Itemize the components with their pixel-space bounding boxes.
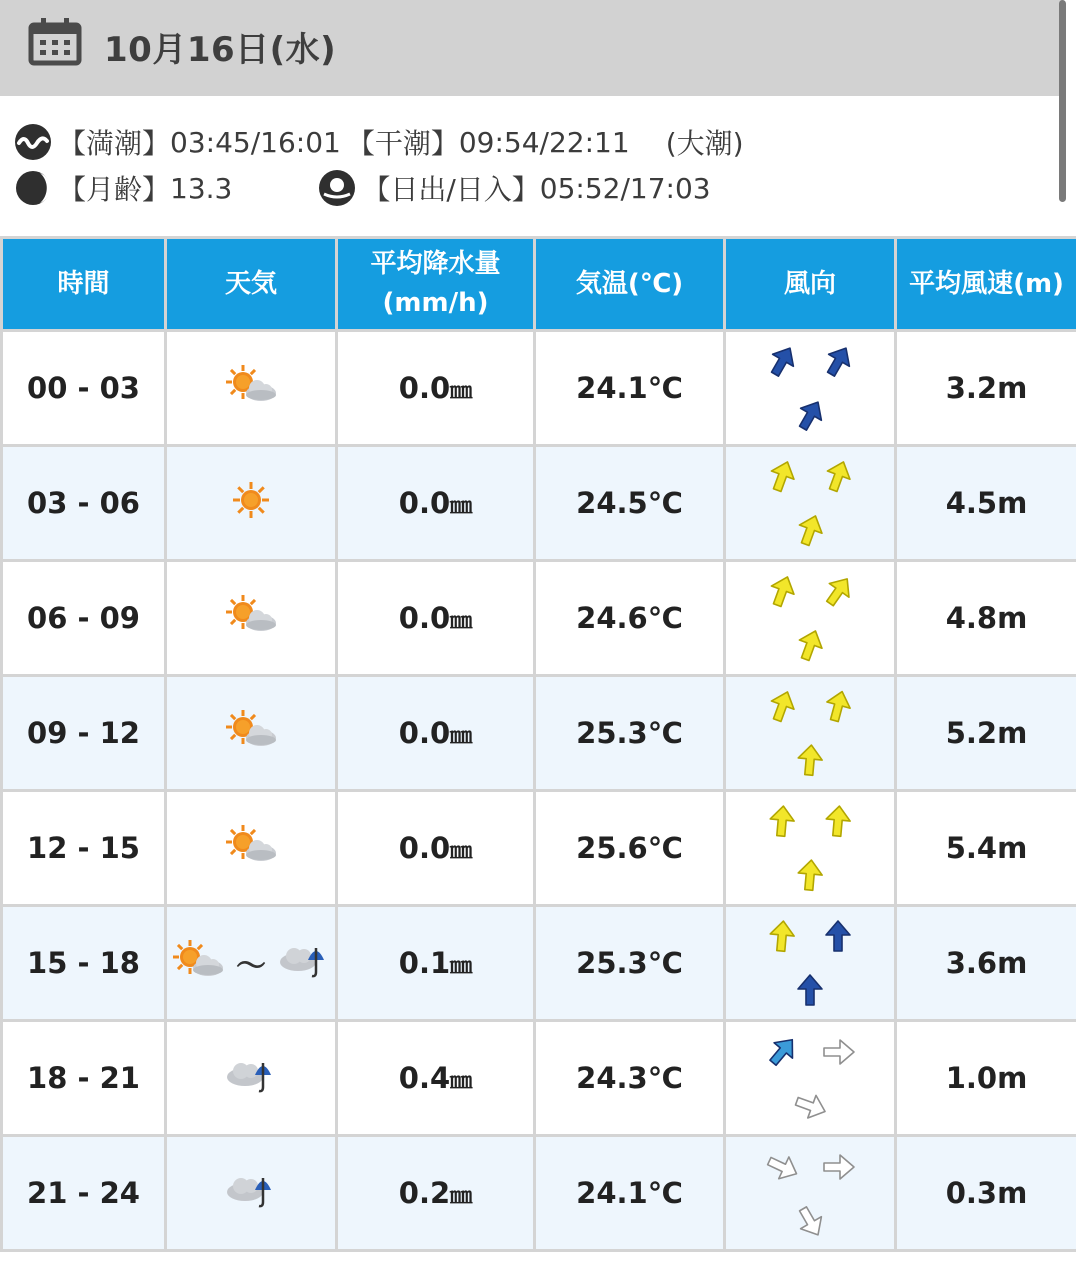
cell-time: 15 - 18	[2, 906, 166, 1021]
cell-wind-dir	[725, 1136, 896, 1251]
cell-weather	[166, 1136, 337, 1251]
cell-wind-speed: 4.8m	[896, 561, 1076, 676]
precip-unit: ㎜	[450, 1069, 473, 1094]
cell-precip	[337, 446, 535, 561]
table-row	[2, 446, 1076, 561]
cell-temp: 25.3℃	[535, 676, 725, 791]
wind-direction-icons	[754, 334, 866, 442]
precip-value: 0.4	[398, 1061, 451, 1095]
cell-time: 09 - 12	[2, 676, 166, 791]
cell-time: 12 - 15	[2, 791, 166, 906]
table-row	[2, 676, 1076, 791]
cell-time: 06 - 09	[2, 561, 166, 676]
precip-unit: ㎜	[450, 494, 473, 519]
sun-cloud-icon	[223, 823, 279, 874]
table-row	[2, 1021, 1076, 1136]
tide-icon	[14, 123, 52, 161]
cell-temp: 24.1℃	[535, 1136, 725, 1251]
wind-arrow-icon	[821, 342, 857, 380]
cell-wind-speed: 3.2m	[896, 331, 1076, 446]
precip-value: 0.0	[398, 371, 451, 405]
low-tide-times: 09:54/22:11	[458, 125, 630, 159]
cell-temp: 24.1℃	[535, 331, 725, 446]
header-precip-line1: 平均降水量	[370, 249, 501, 279]
wind-arrow-icon	[822, 458, 855, 494]
wind-arrow-icon	[823, 688, 854, 723]
header-time: 時間	[2, 238, 166, 331]
wind-arrow-icon	[820, 572, 857, 610]
high-tide-times: 03:45/16:01	[170, 125, 341, 159]
cell-wind-speed: 0.3m	[896, 1136, 1076, 1251]
wind-arrow-icon	[764, 1032, 802, 1070]
cell-weather	[166, 906, 337, 1021]
cell-precip	[337, 676, 535, 791]
cell-weather	[166, 791, 337, 906]
moon-icon	[14, 169, 52, 207]
cell-precip	[337, 1021, 535, 1136]
header-temp: 気温(℃)	[535, 238, 725, 331]
header-wind-dir: 風向	[725, 238, 896, 331]
precip-unit: ㎜	[450, 724, 473, 749]
precip-unit: ㎜	[450, 609, 473, 634]
wind-arrow-icon	[765, 342, 801, 380]
cell-time: 21 - 24	[2, 1136, 166, 1251]
table-row	[2, 906, 1076, 1021]
wind-arrow-icon	[824, 1155, 854, 1179]
cell-wind-dir	[725, 446, 896, 561]
cell-wind-dir	[725, 676, 896, 791]
table-row	[2, 791, 1076, 906]
wind-arrow-icon	[769, 920, 796, 952]
cell-wind-dir	[725, 1021, 896, 1136]
wind-arrow-icon	[793, 1203, 829, 1241]
cell-precip	[337, 791, 535, 906]
precip-value: 0.1	[398, 946, 451, 980]
wind-arrow-icon	[797, 859, 824, 891]
cell-weather	[166, 331, 337, 446]
cell-wind-dir	[725, 791, 896, 906]
cell-temp: 24.6℃	[535, 561, 725, 676]
tide-type: (大潮)	[665, 127, 744, 160]
cell-wind-dir	[725, 561, 896, 676]
forecast-table	[0, 236, 1076, 1252]
cell-time: 18 - 21	[2, 1021, 166, 1136]
cell-time: 00 - 03	[2, 331, 166, 446]
wind-arrow-icon	[824, 1040, 854, 1064]
cell-precip	[337, 331, 535, 446]
precip-value: 0.0	[398, 486, 451, 520]
sunrise-icon	[318, 169, 356, 207]
wind-arrow-icon	[825, 805, 852, 837]
wind-arrow-icon	[798, 975, 822, 1005]
wind-arrow-icon	[793, 396, 829, 434]
cell-time: 03 - 06	[2, 446, 166, 561]
high-tide-label: 【満潮】	[58, 127, 171, 160]
wind-arrow-icon	[766, 458, 799, 494]
sun-label: 【日出/日入】	[362, 173, 540, 206]
table-row	[2, 331, 1076, 446]
rain-cloud-icon	[276, 938, 332, 989]
header-precip-line2: (mm/h)	[382, 288, 489, 318]
wind-arrow-icon	[794, 512, 827, 548]
cell-temp: 25.6℃	[535, 791, 725, 906]
weather-transition: ～	[236, 949, 266, 984]
cell-wind-speed: 1.0m	[896, 1021, 1076, 1136]
precip-unit: ㎜	[450, 954, 473, 979]
table-header-row	[2, 238, 1076, 331]
cell-weather	[166, 676, 337, 791]
wind-arrow-icon	[769, 805, 796, 837]
cell-wind-dir	[725, 906, 896, 1021]
cell-weather	[166, 561, 337, 676]
sun-cloud-icon	[170, 938, 226, 989]
wind-arrow-icon	[793, 1090, 829, 1123]
wind-direction-icons	[754, 794, 866, 902]
wind-direction-icons	[754, 564, 866, 672]
cell-precip	[337, 1136, 535, 1251]
cell-precip	[337, 561, 535, 676]
precip-value: 0.2	[398, 1176, 451, 1210]
cell-temp: 24.5℃	[535, 446, 725, 561]
precip-unit: ㎜	[450, 379, 473, 404]
wind-arrow-icon	[826, 921, 850, 951]
cell-wind-speed: 5.2m	[896, 676, 1076, 791]
sun-icon	[229, 478, 273, 529]
precip-unit: ㎜	[450, 839, 473, 864]
rain-cloud-icon	[223, 1053, 279, 1104]
sun-cloud-icon	[223, 593, 279, 644]
wind-arrow-icon	[764, 1150, 801, 1184]
cell-precip	[337, 906, 535, 1021]
calendar-icon	[28, 16, 82, 66]
precip-value: 0.0	[398, 601, 451, 635]
rain-cloud-icon	[223, 1168, 279, 1219]
cell-temp: 25.3℃	[535, 906, 725, 1021]
wind-arrow-icon	[794, 627, 827, 663]
header-weather: 天気	[166, 238, 337, 331]
wind-direction-icons	[754, 449, 866, 557]
precip-value: 0.0	[398, 716, 451, 750]
cell-weather	[166, 1021, 337, 1136]
cell-wind-speed: 3.6m	[896, 906, 1076, 1021]
scrollbar[interactable]	[1059, 0, 1066, 202]
moon-age-label: 【月齢】	[58, 173, 171, 206]
precip-unit: ㎜	[450, 1184, 473, 1209]
header-precip	[337, 238, 535, 331]
wind-arrow-icon	[766, 573, 799, 609]
low-tide-label: 【干潮】	[346, 127, 459, 160]
tide-info	[14, 122, 744, 162]
precip-value: 0.0	[398, 831, 451, 865]
wind-arrow-icon	[766, 688, 799, 724]
cell-weather	[166, 446, 337, 561]
header-wind-speed: 平均風速(m)	[896, 238, 1076, 331]
table-row	[2, 1136, 1076, 1251]
date-title: 10月16日(水)	[104, 30, 337, 70]
moon-sun-info	[14, 168, 711, 208]
sun-cloud-icon	[223, 708, 279, 759]
cell-temp: 24.3℃	[535, 1021, 725, 1136]
date-header	[0, 0, 1062, 96]
wind-arrow-icon	[797, 744, 824, 776]
wind-direction-icons	[754, 1139, 866, 1247]
sun-cloud-icon	[223, 363, 279, 414]
wind-direction-icons	[754, 1024, 866, 1132]
cell-wind-dir	[725, 331, 896, 446]
table-row	[2, 561, 1076, 676]
cell-wind-speed: 5.4m	[896, 791, 1076, 906]
wind-direction-icons	[754, 679, 866, 787]
wind-direction-icons	[754, 909, 866, 1017]
sun-times: 05:52/17:03	[539, 171, 711, 205]
cell-wind-speed: 4.5m	[896, 446, 1076, 561]
moon-age-value: 13.3	[170, 171, 233, 205]
